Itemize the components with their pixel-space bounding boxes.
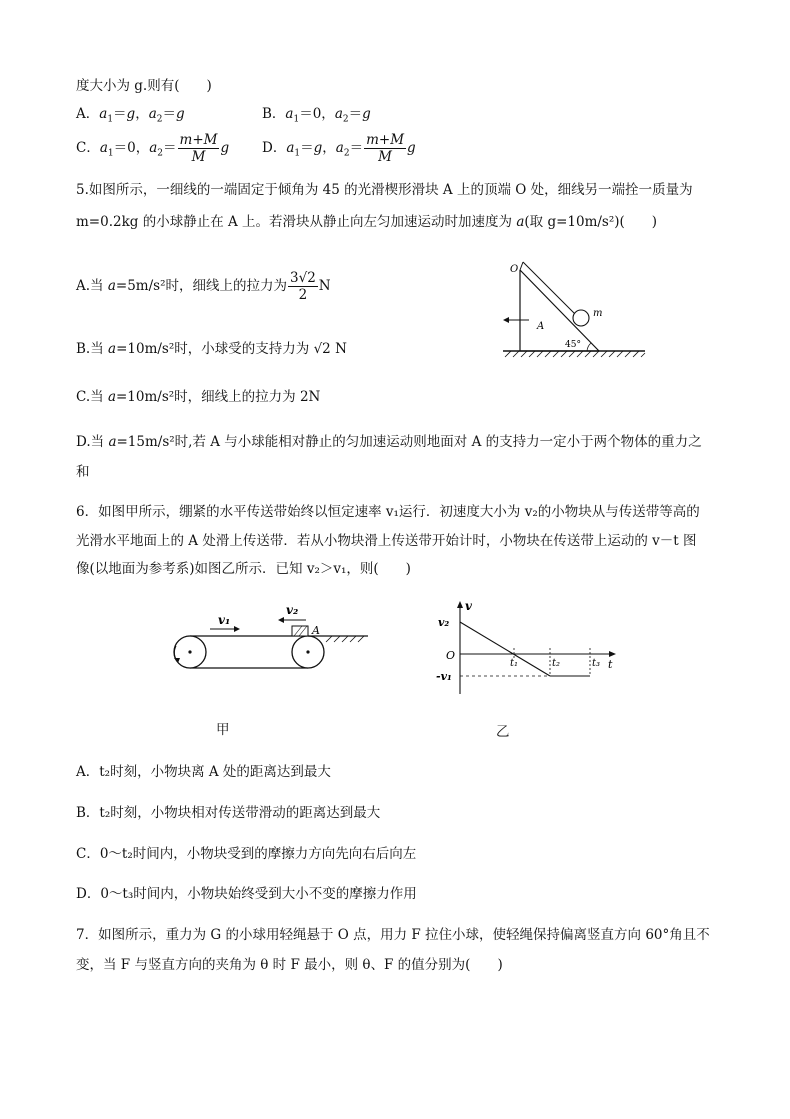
q6-line-3: 像(以地面为参考系)如图乙所示．已知 v₂＞v₁，则( ) <box>76 561 411 577</box>
q6-graph-o: O <box>446 649 456 662</box>
q5-fig-label-o: O <box>510 264 519 275</box>
q6-graph-v2: v₂ <box>438 616 450 629</box>
q6-option-b: B．t₂时刻，小物块相对传送带滑动的距离达到最大 <box>76 805 381 821</box>
q5-line-1: 5.如图所示，一细线的一端固定于倾角为 45 的光滑楔形滑块 A 上的顶端 O 处，细线另一端拴一质量为 <box>76 182 693 198</box>
q6-conveyor-figure <box>168 600 373 682</box>
q6-option-a: A．t₂时刻，小物块离 A 处的距离达到最大 <box>76 764 331 780</box>
q6-graph-neg-v1: -v₁ <box>436 670 452 683</box>
q5-option-d-line-1: D.当 a=15m/s²时,若 A 与小球能相对静止的匀加速运动则地面对 A 的支持力一定小于两个物体的重力之 <box>76 434 702 450</box>
q4-option-a: A．$a_1=g$，$a_2=g$ <box>76 106 185 125</box>
q6-line-2: 光滑水平地面上的 A 处滑上传送带．若从小物块滑上传送带开始计时，小物块在传送带上运动的 v－t 图 <box>76 533 697 549</box>
q5-line-2: m=0.2kg 的小球静止在 A 上。若滑块从静止向左匀加速运动时加速度为 a(取 g=10m/s²)( ) <box>76 214 658 230</box>
q6-vt-graph <box>430 598 620 698</box>
q5-fig-label-a: A <box>537 321 545 332</box>
q6-fig-v2: v₂ <box>286 603 299 617</box>
q5-wedge-figure <box>495 258 655 366</box>
q4-c-frac-den: M <box>191 149 206 165</box>
q4-d-frac-num: m+M <box>366 132 405 148</box>
q6-caption-yi: 乙 <box>496 724 510 740</box>
q6-graph-t1: t₁ <box>510 658 519 669</box>
q5-a-frac-num: 3√2 <box>290 270 316 286</box>
q5-option-d-line-2: 和 <box>76 464 90 480</box>
q5-option-c: C.当 a=10m/s²时，细线上的拉力为 2N <box>76 389 321 405</box>
q7-line-2: 变，当 F 与竖直方向的夹角为 θ 时 F 最小，则 θ、F 的值分别为( ) <box>76 957 503 973</box>
q5-a-frac-den: 2 <box>298 287 308 303</box>
q6-option-d: D．0～t₃时间内，小物块始终受到大小不变的摩擦力作用 <box>76 886 417 902</box>
q6-fig-a: A <box>312 624 320 637</box>
q5-fig-angle: 45° <box>565 340 581 350</box>
q6-graph-v: v <box>465 599 472 613</box>
q6-graph-t2: t₂ <box>552 658 561 669</box>
q5-option-b: B.当 a=10m/s²时，小球受的支持力为 √2 N <box>76 341 347 357</box>
q4-option-b: B．$a_1=0$，$a_2=g$ <box>262 106 371 125</box>
q4-option-c: C．$a_1=0$，$a_2=$ $\frac{m+M}{M}$ g <box>76 132 230 165</box>
q5-option-a: A.当 a=5m/s²时，细线上的拉力为 $\frac{3√2}{2}$ N <box>76 270 331 303</box>
q7-line-1: 7．如图所示，重力为 G 的小球用轻绳悬于 O 点，用力 F 拉住小球，使轻绳保持偏离竖直方向 60°角且不 <box>76 927 710 943</box>
q4-d-frac-den: M <box>378 149 392 165</box>
q6-option-c: C．0～t₂时间内，小物块受到的摩擦力方向先向右后向左 <box>76 846 417 862</box>
q6-graph-t: t <box>608 658 613 671</box>
q6-caption-jia: 甲 <box>216 722 230 738</box>
q4-stem-tail: 度大小为 g.则有( ) <box>76 78 212 94</box>
q4-c-frac-num: m+M <box>179 132 218 148</box>
q6-line-1: 6．如图甲所示，绷紧的水平传送带始终以恒定速率 v₁运行．初速度大小为 v₂的小物块从与传送带等高的 <box>76 504 700 520</box>
q6-graph-t3: t₃ <box>592 658 601 669</box>
q5-fig-label-m: m <box>593 308 603 319</box>
q4-option-d: D．$a_1=g$，$a_2=$ $\frac{m+M}{M}$ g <box>262 132 416 165</box>
q6-fig-v1: v₁ <box>218 613 231 627</box>
